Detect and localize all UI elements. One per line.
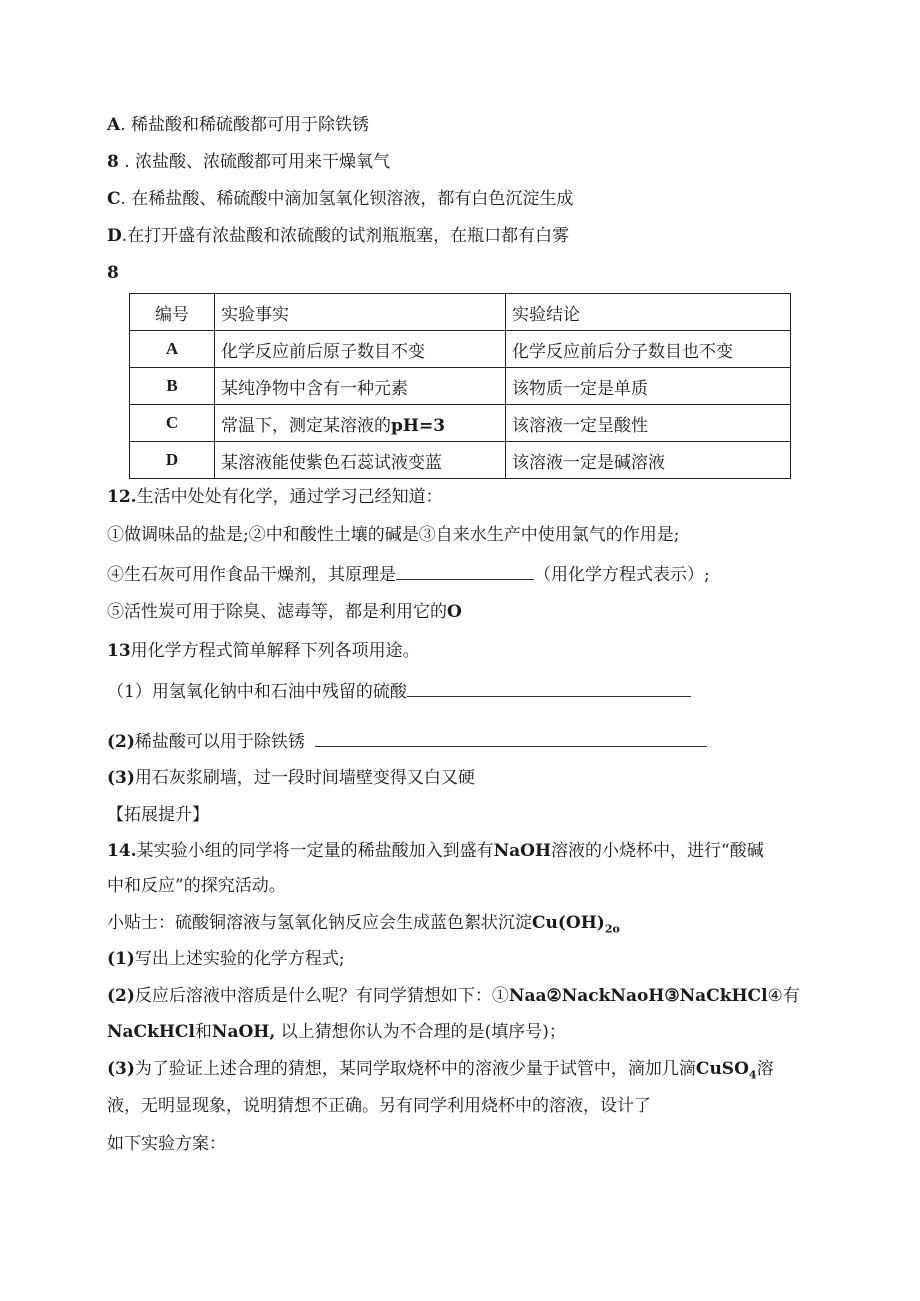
q12-line2: [107, 563, 710, 586]
q14-part2-a: 反应后溶液中溶质是什么呢？有同学猜想如下：①: [134, 986, 509, 1006]
header-fact: 实验事实: [215, 294, 506, 331]
row-fact: 化学反应前后原子数目不变: [215, 331, 506, 368]
header-id: 编号: [130, 294, 215, 331]
table-row: [130, 442, 791, 479]
option-c-label: C: [107, 189, 121, 209]
q14-part2-and: 和: [194, 1022, 212, 1042]
answer-blank[interactable]: [315, 730, 707, 747]
q14-part2-rest: 以上猜想你认为不合理的是(填序号)；: [275, 1022, 566, 1042]
question-8-label: 8: [107, 263, 119, 283]
q14-part2-formula2: NaOH,: [211, 1022, 276, 1042]
q14-part2-formula1: NaCkHCl: [107, 1022, 195, 1042]
answer-blank[interactable]: [407, 680, 691, 697]
option-b-text: . 浓盐酸、浓硫酸都可用来干燥氧气: [118, 152, 391, 172]
row-fact: 某纯净物中含有一种元素: [215, 368, 506, 405]
row-id: A: [130, 331, 215, 368]
table-header-row: [130, 294, 791, 331]
q14-intro: [107, 840, 764, 862]
option-d-label: D: [107, 226, 122, 246]
q14-part3-b: 溶: [756, 1059, 774, 1079]
option-a-text: . 稀盐酸和稀硫酸都可用于除铁锈: [120, 115, 370, 135]
q12-line2-prefix: ④生石灰可用作食品干燥剂，其原理是: [107, 565, 396, 585]
option-d: [107, 225, 569, 247]
q14-intro-b: 溶液的小烧杯中，进行“酸碱: [551, 841, 764, 861]
q14-part3: [107, 1058, 774, 1086]
q14-part2: [107, 985, 800, 1007]
q14-tip-subscript: 2o: [604, 922, 620, 936]
answer-blank[interactable]: [396, 563, 534, 580]
ph-value: pH=3: [391, 415, 446, 436]
q13-item3-number: (3): [107, 768, 135, 788]
q14-part3-subscript: 4: [748, 1068, 757, 1082]
row-id: B: [130, 368, 215, 405]
option-c: [107, 188, 573, 210]
q14-intro-line2: 中和反应”的探究活动。: [107, 876, 286, 896]
row-fact: 某溶液能使紫色石蕊试液变蓝: [215, 442, 506, 479]
q14-part3-formula: CuSO: [695, 1059, 749, 1079]
q14-tip: [107, 912, 620, 940]
row-conclusion: 该溶液一定是碱溶液: [506, 442, 791, 479]
header-conclusion: 实验结论: [506, 294, 791, 331]
option-d-text: .在打开盛有浓盐酸和浓硫酸的试剂瓶瓶塞，在瓶口都有白雾: [121, 226, 570, 246]
q14-part1: [107, 948, 345, 970]
row-id: D: [130, 442, 215, 479]
row-id: C: [130, 405, 215, 442]
table-row: [130, 331, 791, 368]
table-row: [130, 368, 791, 405]
q14-tip-text: 小贴士：硫酸铜溶液与氢氧化钠反应会生成蓝色絮状沉淀: [107, 913, 532, 933]
q14-part2-guesses: Naa②NackNaoH③NaCkHCl: [508, 986, 768, 1006]
q14-part3-number: (3): [107, 1059, 135, 1079]
q12-title-text: 生活中处处有化学，通过学习己经知道：: [136, 487, 443, 507]
q14-part2-number: (2): [107, 986, 135, 1006]
q14-naoh: NaOH: [493, 841, 552, 861]
q13-item3: [107, 767, 475, 789]
row-fact: [215, 405, 506, 442]
option-c-text: . 在稀盐酸、稀硫酸中滴加氢氧化钡溶液，都有白色沉淀生成: [120, 189, 574, 209]
q12-line1: ①做调味品的盐是;②中和酸性土壤的碱是③自来水生产中使用氯气的作用是;: [107, 525, 680, 545]
q13-title: [107, 640, 420, 662]
q14-part3-line2: 液，无明显现象，说明猜想不正确。另有同学利用烧杯中的溶液，设计了: [107, 1096, 651, 1116]
q12-line3-bold: O: [447, 602, 462, 622]
q12-line2-suffix: （用化学方程式表示）;: [534, 565, 710, 585]
q12-number: 12.: [107, 487, 137, 507]
row-fact-text: 常温下，测定某溶液的: [221, 415, 391, 436]
q14-part3-line3: 如下实验方案：: [107, 1134, 226, 1154]
q12-line3: [107, 601, 462, 623]
row-conclusion: 化学反应前后分子数目也不变: [506, 331, 791, 368]
q12-line3-text: ⑤活性炭可用于除臭、滤毒等，都是利用它的: [107, 602, 447, 622]
q13-number: 13: [107, 641, 131, 661]
q13-item3-text: 用石灰浆刷墙，过一段时间墙壁变得又白又硬: [134, 768, 475, 788]
q13-item2: [107, 730, 707, 753]
q13-item1: [107, 680, 691, 703]
q13-item2-number: (2): [107, 732, 135, 752]
q13-item2-text: 稀盐酸可以用于除铁锈: [134, 732, 305, 752]
option-b: [107, 151, 390, 173]
q14-intro-a: 某实验小组的同学将一定量的稀盐酸加入到盛有: [136, 841, 494, 861]
q14-part2-line2: [107, 1021, 566, 1043]
option-a: [107, 114, 369, 136]
option-a-label: A: [107, 115, 121, 135]
q12-title: [107, 486, 443, 508]
q13-item1-text: （1）用氢氧化钠中和石油中残留的硫酸: [107, 682, 407, 702]
section-title: 【拓展提升】: [107, 805, 209, 825]
table-row: [130, 405, 791, 442]
q14-tip-formula: Cu(OH): [532, 913, 605, 933]
q14-part2-c: ④有: [767, 986, 800, 1006]
q14-part3-a: 为了验证上述合理的猜想，某同学取烧杯中的溶液少量于试管中，滴加几滴: [134, 1059, 696, 1079]
q14-part1-number: (1): [107, 949, 135, 969]
experiment-table: [129, 293, 791, 479]
q13-title-text: 用化学方程式简单解释下列各项用途。: [130, 641, 420, 661]
q14-number: 14.: [107, 841, 137, 861]
option-b-label: 8: [107, 152, 119, 172]
row-conclusion: 该物质一定是单质: [506, 368, 791, 405]
row-conclusion: 该溶液一定呈酸性: [506, 405, 791, 442]
q14-part1-text: 写出上述实验的化学方程式;: [134, 949, 345, 969]
